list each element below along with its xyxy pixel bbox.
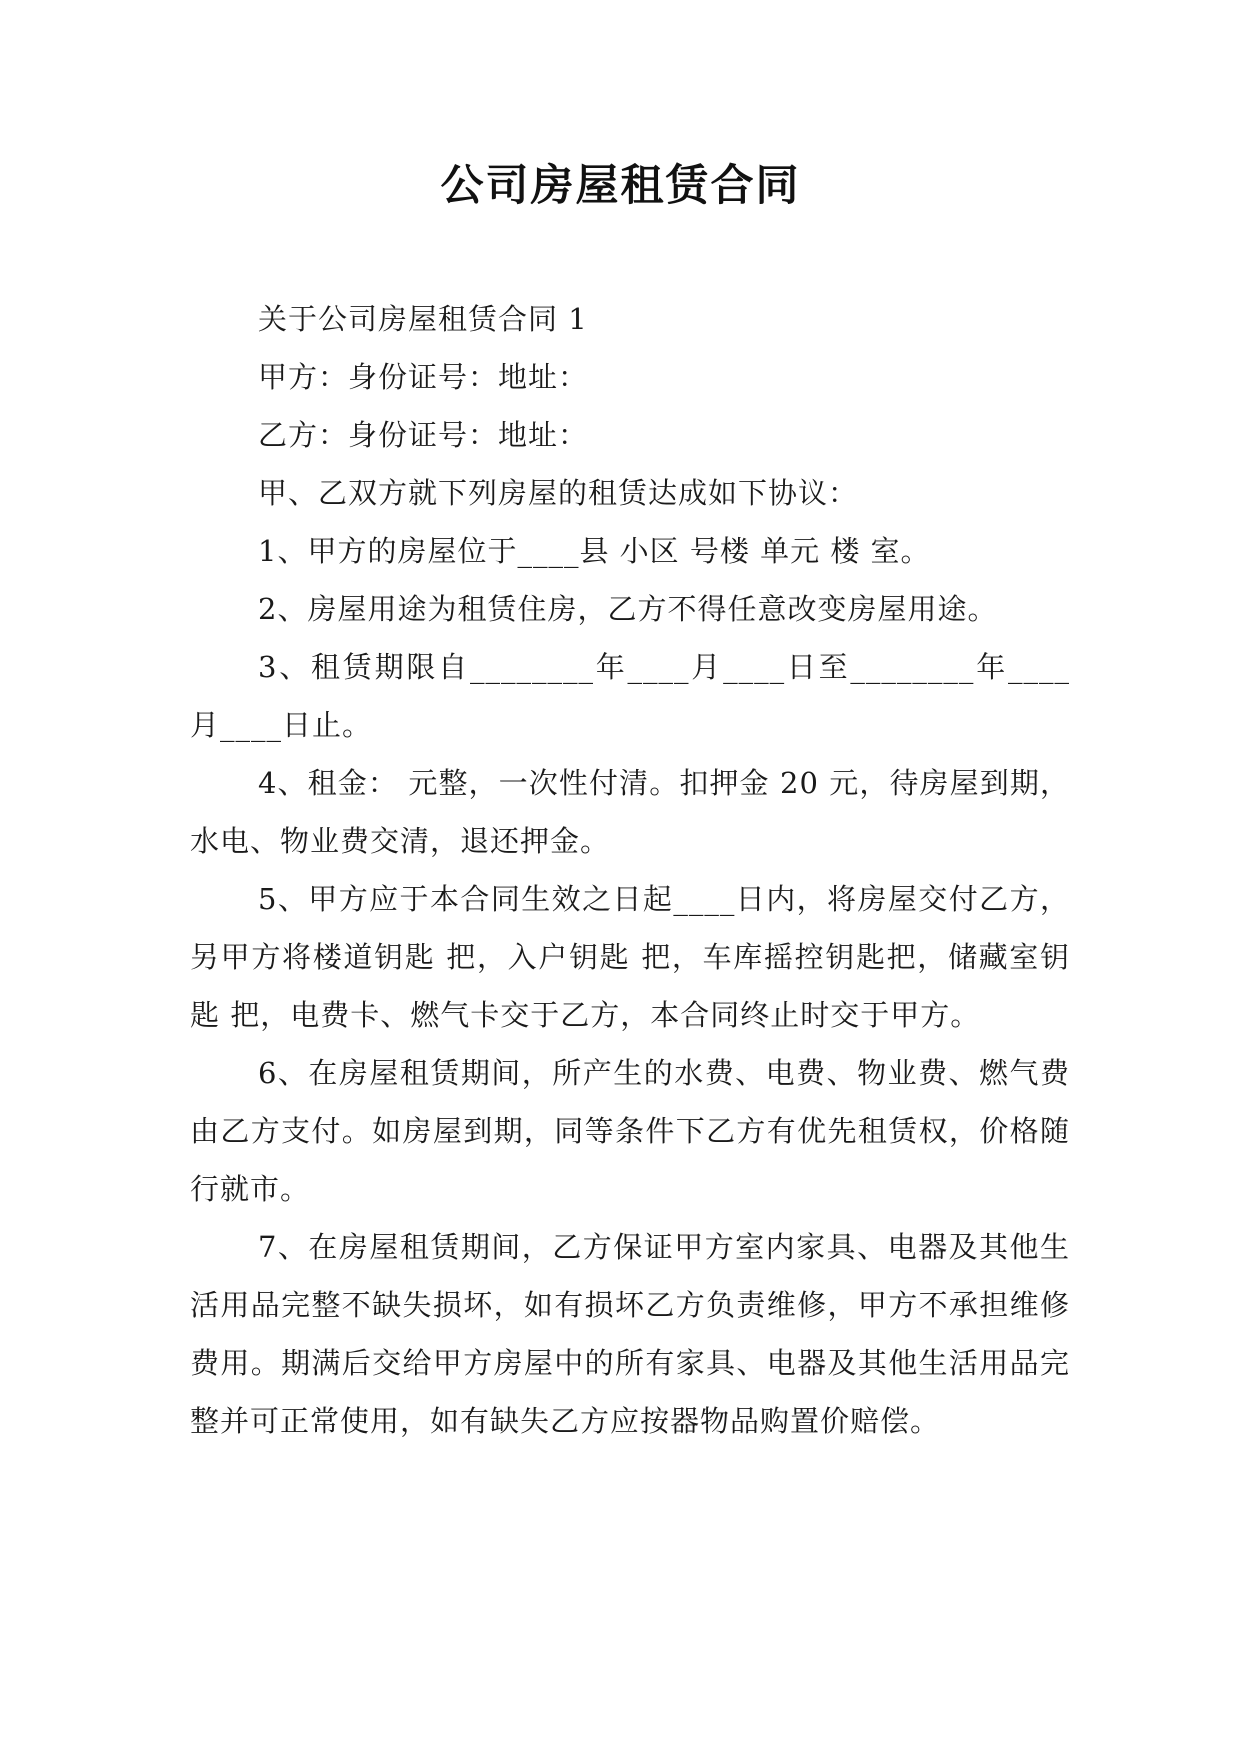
document-title: 公司房屋租赁合同 [440, 161, 801, 211]
party-a-line: 甲方：身份证号：地址： [258, 360, 589, 394]
clause-5: 5、甲方应于本合同生效之日起____日内，将房屋交付乙方，另甲方将楼道钥匙 把，入户钥匙 把，车库摇控钥匙把，储藏室钥匙 把，电费卡、燃气卡交于乙方，本合同终止时交于甲方。 [190, 882, 1070, 1032]
party-b-line: 乙方：身份证号：地址： [258, 418, 589, 452]
clause-7: 7、在房屋租赁期间，乙方保证甲方室内家具、电器及其他生活用品完整不缺失损坏，如有损坏乙方负责维修，甲方不承担维修费用。期满后交给甲方房屋中的所有家具、电器及其他生活用品完整并可正常使用，如有缺失乙方应按器物品购置价赔偿。 [190, 1230, 1070, 1438]
clause-4: 4、租金： 元整，一次性付清。扣押金 20 元，待房屋到期，水电、物业费交清，退还押金。 [190, 766, 1070, 858]
clause-3: 3、租赁期限自________年____月____日至________年____月____日止。 [190, 650, 1070, 742]
clause-6: 6、在房屋租赁期间，所产生的水费、电费、物业费、燃气费由乙方支付。如房屋到期，同等条件下乙方有优先租赁权，价格随行就市。 [190, 1056, 1070, 1206]
contract-heading: 关于公司房屋租赁合同 1 [258, 302, 588, 336]
document-body [190, 290, 1070, 1450]
clause-2: 2、房屋用途为租赁住房，乙方不得任意改变房屋用途。 [258, 592, 998, 626]
clause-1: 1、甲方的房屋位于____县 小区 号楼 单元 楼 室。 [258, 534, 931, 568]
agreement-intro: 甲、乙双方就下列房屋的租赁达成如下协议： [258, 476, 859, 510]
